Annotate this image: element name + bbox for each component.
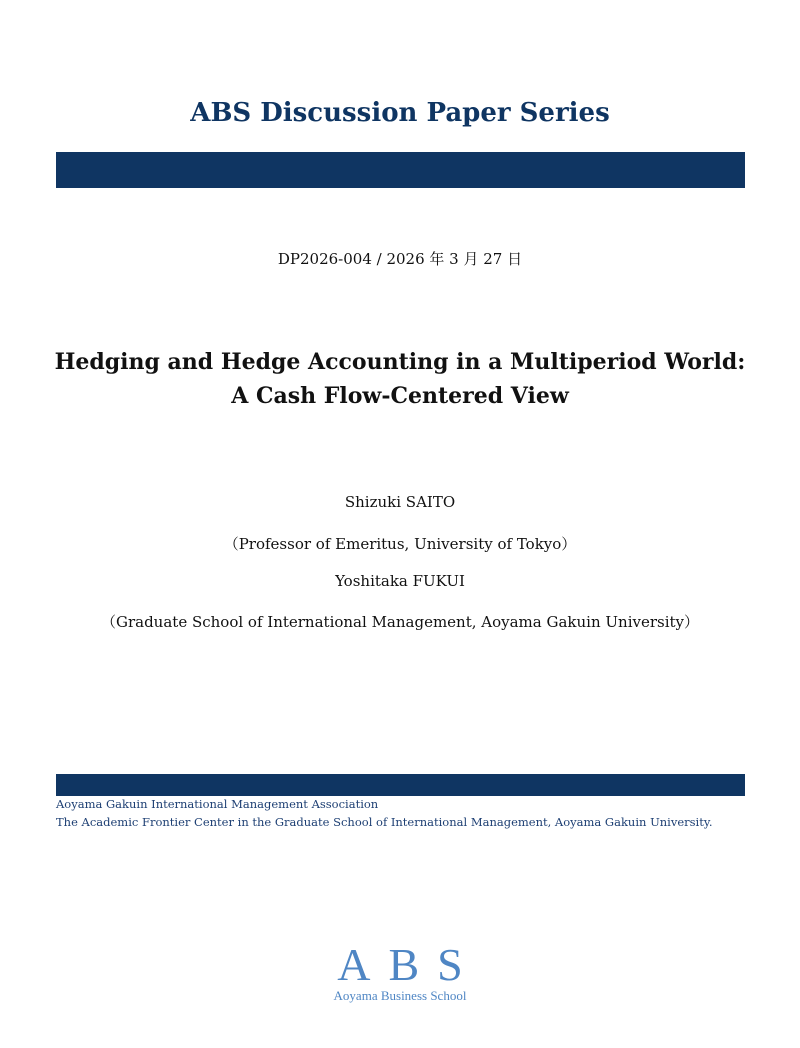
author-affiliation-1: （Professor of Emeritus, University of Tokyo）: [223, 535, 577, 553]
author-name-2: Yoshitaka FUKUI: [335, 572, 465, 590]
series-title: ABS Discussion Paper Series: [190, 98, 610, 128]
footer-center: The Academic Frontier Center in the Graduate School of International Management, Aoyama Gakuin University.: [56, 815, 713, 829]
paper-title: [0, 345, 800, 413]
paper-title-line-2: A Cash Flow-Centered View: [231, 383, 569, 409]
abs-logo: [300, 940, 500, 1004]
dp-number-date: DP2026-004 / 2026 年 3 月 27 日: [277, 250, 523, 268]
footer-bar: [56, 774, 745, 796]
author-affiliation-2: （Graduate School of International Management, Aoyama Gakuin University）: [100, 613, 700, 631]
paper-title-line-1: Hedging and Hedge Accounting in a Multiperiod World:: [54, 349, 746, 375]
footer-association: Aoyama Gakuin International Management Association: [56, 797, 379, 811]
abs-logo-letters: ABS: [337, 939, 481, 990]
abs-logo-subtitle: Aoyama Business School: [333, 988, 467, 1003]
header-bar: [56, 152, 745, 188]
author-name-1: Shizuki SAITO: [344, 493, 456, 511]
